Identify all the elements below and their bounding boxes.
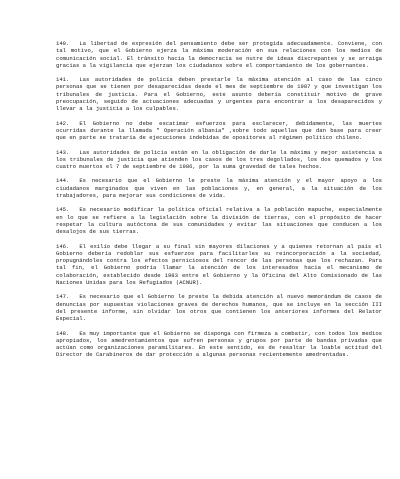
paragraph-number: 146.	[56, 242, 70, 250]
paragraph-143	[56, 149, 382, 171]
paragraph-141	[56, 76, 382, 112]
paragraph-text: Es muy importante que el Gobierno se disponga con firmeza a combatir, con todos los medios apropiados, los amedrentamientos que sufren personas y grupos por parte de bandas privadas que actúan como organizaciones paramilitares. En este sentido, es de resaltar la loable actitud del Director de Carabineros de dar protección a algunas personas recientemente amedrentadas.	[56, 329, 382, 359]
paragraph-number: 142.	[56, 119, 70, 127]
paragraph-148	[56, 330, 382, 359]
paragraph-number: 147.	[56, 293, 70, 301]
paragraph-number: 144.	[56, 177, 70, 185]
paragraph-142	[56, 120, 382, 142]
paragraph-140	[56, 40, 382, 69]
paragraph-text: La libertad de expresión del pensamiento debe ser protegida adecuadamente. Conviene, con tal motivo, que el Gobierno ejerza la máxima moderación en sus relaciones con los medios de comunicación social. El tránsito hacia la democracia se nutre de ideas discrepantes y se arraiga gracias a la vigilancia que ejerzan los ciudadanos sobre el comportamiento de los gobernantes.	[56, 40, 382, 69]
paragraph-number: 140.	[56, 40, 70, 47]
paragraph-145	[56, 206, 382, 235]
paragraph-number: 145.	[56, 206, 70, 214]
paragraph-text: Es necesario que el Gobierno le preste la máxima atención y el mayor apoyo a los ciudadanos marginados que viven en las poblaciones y, en general, a la situación de los trabajadores, para mejorar sus condiciones de vida.	[56, 177, 382, 200]
paragraph-text: Las autoridades de policía están en la obligación de darle la máxima y mejor asistencia a los tribunales de justicia que atienden los casos de los tres degollados, los dos quemados y los cuatro muertos el 7 de septiembre de 1986, por la suma gravedad de tales hechos.	[56, 148, 382, 171]
paragraph-146	[56, 243, 382, 287]
paragraph-number: 141.	[56, 76, 70, 84]
paragraph-text: Es necesario que el Gobierno le preste la debida atención al nuevo memorándum de casos de denuncias por supuestas violaciones graves de derechos humanos, que se incluye en la sección III del presente informe, sin olvidar los otros que contienen los anteriores informes del Relator Especial.	[56, 293, 382, 323]
paragraph-147	[56, 293, 382, 322]
paragraph-text: Las autoridades de policía deben prestarle la máxima atención al caso de las cinco personas que se tienen por desaparecidas desde el mes de septiembre de 1987 y que investigan los tribunales de justicia. Para el Gobierno, este asunto debería constituir motivo de grave preocupación, seguido de actuaciones adecuadas y urgentes para encontrar a los desaparecidos y llevar a la justicia a los culpables.	[56, 76, 382, 113]
paragraph-number: 143.	[56, 148, 70, 156]
paragraph-text: El Gobierno no debe escatimar esfuerzos para esclarecer, debidamente, las muertes ocurridas durante la llamada " Operación albania" ,sobre todo aquellas que dan base para creer que en parte se trataría de ejecuciones indebidas de opositores al régimen político chileno.	[56, 119, 382, 142]
paragraph-text: El exilio debe llegar a su final sin mayores dilaciones y a quienes retornan al país el Gobierno debería redoblar sus esfuerzos para facilitarles su reincorporación a la sociedad, propugnándoles contra los efectos perniciosos del rencor de las personas que los rechazan. Para tal fin, el Gobierno podría llamar la atención de los interesados hacia el mecanismo de colaboración, establecido desde 1983 entre el Gobierno y la Oficina del Alto Comisionado de las Naciones Unidas para los Refugiados (ACNUR).	[56, 242, 382, 287]
paragraph-144	[56, 177, 382, 199]
paragraph-number: 148.	[56, 329, 70, 337]
paragraph-text: Es necesario modificar la política oficial relativa a la población mapuche, especialmente en lo que se refiere a la legislación sobre la división de tierras, con el propósito de hacer respetar la cultura autóctona de sus comunidades y evitar las situaciones que conducen a los desalojos de sus tierras.	[56, 206, 382, 236]
